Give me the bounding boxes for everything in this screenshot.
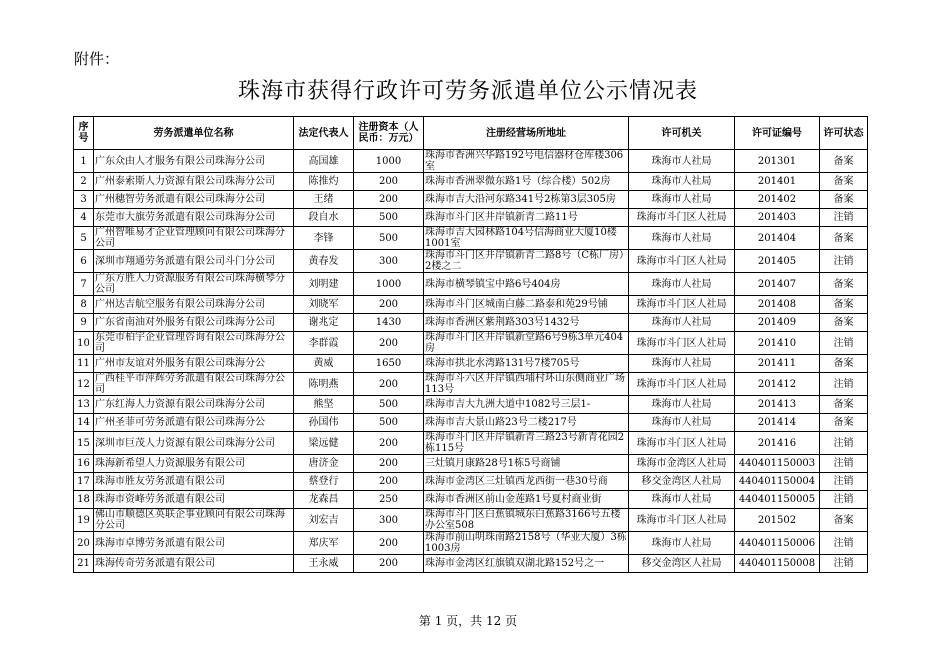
cell-rep: 王绪	[294, 191, 354, 209]
cell-address: 珠海市斗门区井岸镇新青二路11号	[424, 209, 629, 227]
table-row	[74, 414, 868, 432]
cell-license: 201405	[735, 250, 820, 273]
cell-capital: 200	[354, 373, 424, 396]
cell-authority: 珠海市人社局	[629, 491, 735, 509]
cell-status: 注销	[820, 209, 868, 227]
cell-license: 201408	[735, 296, 820, 314]
cell-license: 201502	[735, 509, 820, 532]
cell-license: 440401150008	[735, 555, 820, 573]
cell-address: 珠海市横琴镇宝中路6号404房	[424, 273, 629, 296]
cell-status: 注销	[820, 432, 868, 455]
col-header-rep: 法定代表人	[294, 117, 354, 150]
cell-status: 注销	[820, 532, 868, 555]
cell-no: 16	[74, 455, 94, 473]
col-header-capital: 注册资本（人民币：万元）	[354, 117, 424, 150]
cell-rep: 刘明建	[294, 273, 354, 296]
cell-name: 珠海新希望人力资源服务有限公司	[94, 455, 294, 473]
cell-name: 东莞市大旗劳务派遣有限公司珠海分公司	[94, 209, 294, 227]
cell-authority: 移交金湾区人社局	[629, 555, 735, 573]
cell-license: 201413	[735, 396, 820, 414]
cell-no: 8	[74, 296, 94, 314]
cell-license: 440401150005	[735, 491, 820, 509]
cell-rep: 郑庆军	[294, 532, 354, 555]
cell-rep: 梁远健	[294, 432, 354, 455]
cell-rep: 唐济金	[294, 455, 354, 473]
cell-license: 201409	[735, 314, 820, 332]
cell-address: 珠海市吉大景山路23号二楼217号	[424, 414, 629, 432]
cell-name: 广州圣菲可劳务派遣有限公司珠海分公	[94, 414, 294, 432]
cell-license: 440401150006	[735, 532, 820, 555]
cell-no: 4	[74, 209, 94, 227]
cell-rep: 刘晓军	[294, 296, 354, 314]
cell-no: 15	[74, 432, 94, 455]
attachment-label: 附件：	[74, 50, 120, 68]
table-row	[74, 314, 868, 332]
col-header-name: 劳务派遣单位名称	[94, 117, 294, 150]
cell-authority: 珠海市人社局	[629, 150, 735, 173]
table-row	[74, 273, 868, 296]
cell-name: 广州智唯易才企业管理顾问有限公司珠海分公司	[94, 227, 294, 250]
cell-address: 珠海市斗门区井岸镇新堂路6号9栋3单元404房	[424, 332, 629, 355]
cell-authority: 珠海市斗门区人社局	[629, 373, 735, 396]
cell-name: 珠海市资峰劳务派遣有限公司	[94, 491, 294, 509]
cell-license: 201402	[735, 191, 820, 209]
license-table	[73, 116, 868, 573]
cell-name: 珠海传奇劳务派遣有限公司	[94, 555, 294, 573]
cell-address: 珠海市斗六区井岸镇西埔村环山东侧商业广场113号	[424, 373, 629, 396]
cell-authority: 珠海市人社局	[629, 355, 735, 373]
cell-capital: 250	[354, 491, 424, 509]
table-row	[74, 373, 868, 396]
cell-license: 201301	[735, 150, 820, 173]
cell-address: 珠海市前山明珠南路2158号（华业大厦）3栋1003房	[425, 532, 627, 554]
col-header-authority: 许可机关	[629, 117, 735, 150]
page-title: 珠海市获得行政许可劳务派遣单位公示情况表	[237, 79, 698, 104]
cell-name: 珠海市胜友劳务派遣有限公司	[94, 473, 294, 491]
table-row	[74, 473, 868, 491]
table-row	[74, 296, 868, 314]
cell-no: 11	[74, 355, 94, 373]
cell-status: 注销	[820, 373, 868, 396]
cell-status: 备案	[820, 509, 868, 532]
cell-name: 广州达吉航空服务有限公司珠海分公司	[94, 296, 294, 314]
table-row	[74, 432, 868, 455]
cell-authority: 珠海市人社局	[629, 227, 735, 250]
table-row	[74, 555, 868, 573]
cell-name: 珠海市卓博劳务派遣有限公司	[94, 532, 294, 555]
cell-license: 201410	[735, 332, 820, 355]
table-row	[74, 509, 868, 532]
cell-capital: 1430	[354, 314, 424, 332]
cell-status: 注销	[820, 491, 868, 509]
cell-address: 珠海市金湾区红旗镇双湖北路152号之一	[424, 555, 629, 573]
cell-name: 深圳市翔通劳务派遣有限公司斗门分公司	[94, 250, 294, 273]
cell-no: 20	[74, 532, 94, 555]
cell-license: 201403	[735, 209, 820, 227]
cell-status: 备案	[820, 396, 868, 414]
cell-license: 201416	[735, 432, 820, 455]
cell-status: 备案	[820, 173, 868, 191]
cell-status: 备案	[820, 273, 868, 296]
cell-status: 备案	[820, 355, 868, 373]
cell-license: 201404	[735, 227, 820, 250]
cell-rep: 李群霞	[294, 332, 354, 355]
cell-status: 备案	[820, 191, 868, 209]
cell-no: 6	[74, 250, 94, 273]
cell-capital: 200	[354, 473, 424, 491]
cell-address: 珠海市香洲区前山金莲路1号夏村商业街	[424, 491, 629, 509]
col-header-no: 序号	[74, 117, 94, 150]
cell-capital: 200	[354, 296, 424, 314]
cell-no: 5	[74, 227, 94, 250]
cell-status: 注销	[820, 332, 868, 355]
cell-status: 备案	[820, 227, 868, 250]
table-row	[74, 209, 868, 227]
cell-capital: 200	[354, 455, 424, 473]
col-header-address: 注册经营场所地址	[424, 117, 629, 150]
cell-address: 珠海市吉大园林路104号信海商业大厦10楼1001室	[424, 227, 629, 250]
cell-authority: 珠海市人社局	[629, 314, 735, 332]
cell-no: 9	[74, 314, 94, 332]
cell-address: 珠海市吉大沿河东路341号2栋第3层305房	[424, 191, 629, 209]
cell-name: 广东众由人才服务有限公司珠海分公司	[94, 150, 294, 173]
cell-capital: 200	[354, 555, 424, 573]
cell-capital: 200	[354, 332, 424, 355]
cell-authority: 珠海市人社局	[629, 191, 735, 209]
cell-no: 14	[74, 414, 94, 432]
cell-status: 备案	[820, 314, 868, 332]
cell-rep: 陈明燕	[294, 373, 354, 396]
cell-capital: 500	[354, 396, 424, 414]
page-footer: 第 1 页，共 12 页	[418, 614, 518, 628]
cell-capital: 1000	[354, 273, 424, 296]
cell-no: 10	[74, 332, 94, 355]
cell-rep: 黄威	[294, 355, 354, 373]
cell-no: 2	[74, 173, 94, 191]
cell-capital: 200	[354, 432, 424, 455]
cell-address: 珠海市拱北水湾路131号7楼705号	[424, 355, 629, 373]
table-row	[74, 191, 868, 209]
cell-authority: 珠海市斗门区人社局	[629, 250, 735, 273]
cell-rep: 刘宏吉	[294, 509, 354, 532]
cell-capital: 1000	[354, 150, 424, 173]
col-header-status: 许可状态	[820, 117, 868, 150]
table-header-row	[74, 117, 868, 150]
cell-no: 3	[74, 191, 94, 209]
cell-capital: 500	[354, 414, 424, 432]
cell-status: 注销	[820, 555, 868, 573]
cell-rep: 黄春发	[294, 250, 354, 273]
table-row	[74, 455, 868, 473]
cell-authority: 珠海市人社局	[629, 396, 735, 414]
table-row	[74, 173, 868, 191]
cell-capital: 500	[354, 209, 424, 227]
cell-no: 17	[74, 473, 94, 491]
cell-no: 21	[74, 555, 94, 573]
cell-license: 201401	[735, 173, 820, 191]
cell-name: 广东方胜人力资源服务有限公司珠海横琴分公司	[94, 273, 294, 296]
cell-rep: 龙森昌	[294, 491, 354, 509]
cell-name: 广州泰索斯人力资源有限公司珠海分公司	[94, 173, 294, 191]
cell-status: 注销	[820, 473, 868, 491]
table-row	[74, 532, 868, 555]
table-row	[74, 355, 868, 373]
cell-name: 深圳市巨茂人力资源有限公司珠海分公司	[94, 432, 294, 455]
cell-license: 201414	[735, 414, 820, 432]
cell-authority: 珠海市斗门区人社局	[629, 296, 735, 314]
cell-status: 备案	[820, 296, 868, 314]
cell-name: 广西桂平市萍辉劳务派遣有限公司珠海分公司	[94, 373, 294, 396]
cell-name: 东莞市柏宇企业管理咨询有限公司珠海分公司	[94, 332, 294, 355]
cell-name: 广东省南油对外服务有限公司珠海分公司	[94, 314, 294, 332]
table-row	[74, 227, 868, 250]
cell-name: 佛山市顺德区英联企事业顾问有限公司珠海分公司	[94, 509, 294, 532]
cell-status: 备案	[820, 150, 868, 173]
cell-rep: 谢兆定	[294, 314, 354, 332]
cell-capital: 500	[354, 227, 424, 250]
cell-authority: 珠海市人社局	[629, 414, 735, 432]
cell-rep: 王永威	[294, 555, 354, 573]
cell-no: 13	[74, 396, 94, 414]
cell-rep: 孙国伟	[294, 414, 354, 432]
cell-name: 广东红海人力资源有限公司珠海分公司	[94, 396, 294, 414]
cell-address: 珠海市斗门区井岸镇新青二路8号（C栋厂房）2楼之二	[424, 250, 629, 273]
cell-rep: 熊坚	[294, 396, 354, 414]
cell-authority: 珠海市人社局	[629, 532, 735, 555]
cell-rep: 高国雄	[294, 150, 354, 173]
table-row	[74, 250, 868, 273]
cell-address: 珠海市斗门区井岸镇新青三路23号新青花园2栋115号	[424, 432, 629, 455]
cell-capital: 200	[354, 191, 424, 209]
cell-authority: 珠海市斗门区人社局	[629, 432, 735, 455]
cell-address: 三灶镇月康路28号1栋5号商铺	[424, 455, 629, 473]
cell-status: 注销	[820, 250, 868, 273]
cell-address: 珠海市香洲兴华路192号电信器材仓库楼306室	[424, 150, 629, 173]
cell-authority: 珠海市斗门区人社局	[629, 509, 735, 532]
cell-authority: 移交金湾区人社局	[629, 473, 735, 491]
cell-rep: 段自水	[294, 209, 354, 227]
cell-authority: 珠海市金湾区人社局	[629, 455, 735, 473]
cell-capital: 1650	[354, 355, 424, 373]
cell-no: 1	[74, 150, 94, 173]
cell-address: 珠海市香洲区紫荆路303号1432号	[424, 314, 629, 332]
cell-capital: 200	[354, 532, 424, 555]
cell-address: 珠海市斗门区白蕉镇城东白蕉路3166号五楼办公室508	[424, 509, 629, 532]
cell-address: 珠海市吉大九洲大道中1082号三层1-	[424, 396, 629, 414]
cell-status: 备案	[820, 414, 868, 432]
cell-address: 珠海市香洲翠微东路1号（综合楼）502房	[424, 173, 629, 191]
cell-name: 广州穗智劳务派遣有限公司珠海分公司	[94, 191, 294, 209]
cell-name: 广州市友谊对外服务有限公司珠海分公	[94, 355, 294, 373]
cell-authority: 珠海市斗门区人社局	[629, 209, 735, 227]
table-row	[74, 396, 868, 414]
cell-no: 12	[74, 373, 94, 396]
cell-license: 201407	[735, 273, 820, 296]
cell-no: 18	[74, 491, 94, 509]
cell-license: 201411	[735, 355, 820, 373]
col-header-license: 许可证编号	[735, 117, 820, 150]
cell-license: 201412	[735, 373, 820, 396]
cell-address: 珠海市金湾区三灶镇西龙西街一巷30号商	[424, 473, 629, 491]
cell-status: 注销	[820, 455, 868, 473]
cell-address: 珠海市斗门区城南白藤二路泰和苑29号铺	[424, 296, 629, 314]
cell-capital: 200	[354, 173, 424, 191]
cell-rep: 陈推灼	[294, 173, 354, 191]
table-row	[74, 491, 868, 509]
cell-rep: 蔡登行	[294, 473, 354, 491]
cell-no: 7	[74, 273, 94, 296]
cell-authority: 珠海市人社局	[629, 273, 735, 296]
cell-no: 19	[74, 509, 94, 532]
cell-rep: 李锋	[294, 227, 354, 250]
table-row	[74, 332, 868, 355]
table-row	[74, 150, 868, 173]
cell-authority: 珠海市斗门区人社局	[629, 332, 735, 355]
cell-capital: 300	[354, 509, 424, 532]
cell-license: 440401150003	[735, 455, 820, 473]
cell-authority: 珠海市人社局	[629, 173, 735, 191]
cell-capital: 300	[354, 250, 424, 273]
cell-license: 440401150004	[735, 473, 820, 491]
